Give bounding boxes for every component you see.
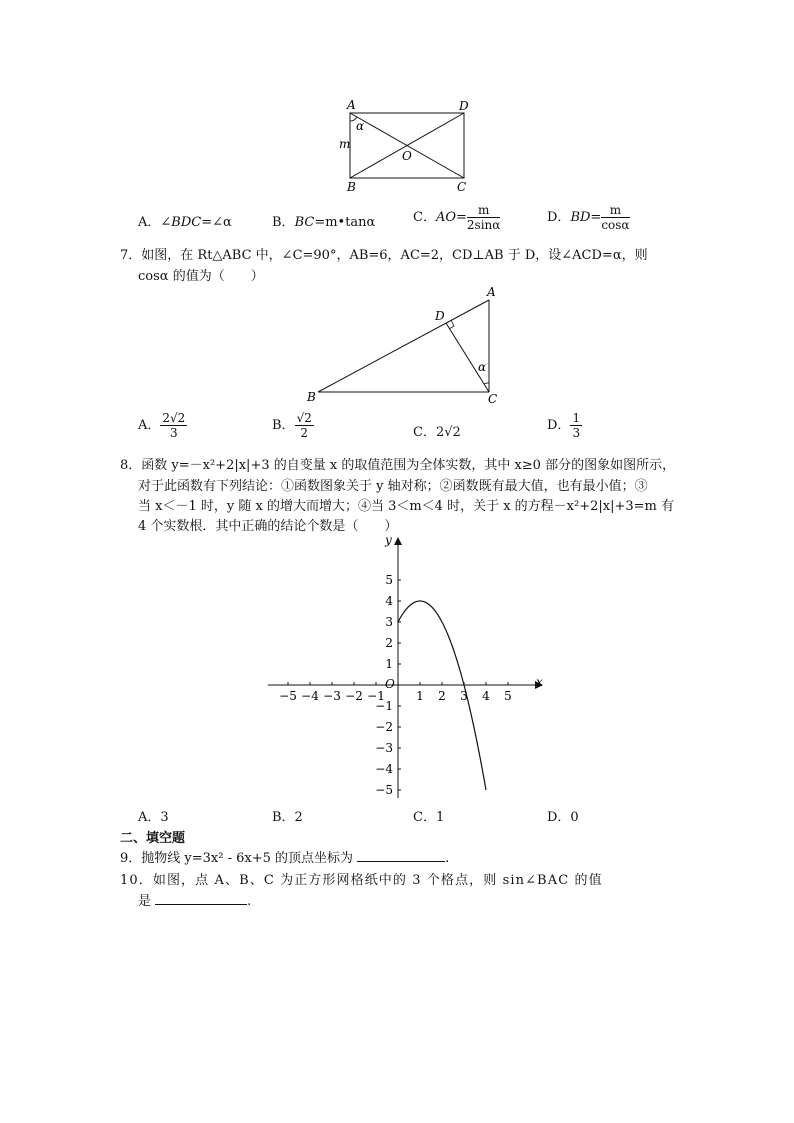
y-tick-label: 1: [385, 657, 393, 671]
y-axis-label: y: [385, 533, 392, 547]
label-B: B: [307, 390, 316, 404]
q7-d-fraction: $\frac{1}{3}$: [572, 411, 581, 440]
q8-line-3: 当 x＜－1 时，y 随 x 的增大而增大；④当 3＜m＜4 时，关于 x 的方程－x²+2|x|+3=m 有: [138, 499, 674, 514]
y-tick-label: 4: [385, 594, 393, 608]
q7-line-2: cosα 的值为（ ）: [138, 269, 264, 284]
label-O: O: [402, 149, 412, 163]
triangle-figure: [300, 283, 515, 408]
x-tick-label: −5: [279, 689, 297, 703]
label-C: C: [488, 392, 498, 406]
x-tick-label: 2: [438, 689, 446, 703]
y-tick-label: 5: [385, 573, 393, 587]
q8-line-2: 对于此函数有下列结论：①函数图象关于 y 轴对称；②函数既有最大值，也有最小值；③: [138, 479, 648, 494]
side-ab: [318, 300, 489, 392]
q6-option-c[interactable]: C．AO= $\frac{m}{2\sin\alpha}$: [413, 203, 501, 232]
q8-option-c[interactable]: C．1: [413, 810, 445, 825]
q10-line-2: 是 .: [138, 894, 252, 909]
label-A: A: [487, 285, 496, 299]
q8-option-d[interactable]: D．0: [547, 810, 579, 825]
label-D: D: [459, 99, 469, 113]
rectangle-figure: [330, 95, 480, 195]
q7-a-fraction: $\frac{2√2}{3}$: [162, 411, 186, 440]
label-A: A: [347, 98, 356, 112]
x-tick-label: −4: [301, 689, 319, 703]
y-tick-label: −5: [375, 783, 393, 797]
q6-option-d[interactable]: D．BD= $\frac{m}{\cos\alpha}$: [547, 203, 630, 232]
x-axis-label: x: [536, 675, 543, 689]
label-alpha: α: [478, 360, 487, 374]
q7-option-d[interactable]: D． $\frac{1}{3}$: [547, 411, 581, 440]
segment-cd: [446, 323, 489, 392]
y-tick-label: −3: [375, 741, 393, 755]
q8-option-b[interactable]: B．2: [272, 810, 303, 825]
label-B: B: [347, 180, 356, 194]
function-graph: [260, 530, 550, 805]
x-tick-label: 1: [416, 689, 424, 703]
q8-line-4: 4 个实数根．其中正确的结论个数是（ ）: [138, 519, 398, 534]
x-tick-label: 4: [482, 689, 490, 703]
label-m: m: [339, 137, 351, 151]
x-tick-label: 3: [460, 689, 468, 703]
label-D: D: [435, 309, 445, 323]
x-tick-label: 5: [504, 689, 512, 703]
q7-option-b[interactable]: B． $\frac{√2}{2}$: [272, 411, 312, 440]
q10-answer-blank[interactable]: [155, 904, 247, 905]
label-alpha: α: [356, 119, 365, 133]
angle-alpha-arc: [484, 383, 489, 384]
q8-option-a[interactable]: A．3: [138, 810, 169, 825]
q7-option-a[interactable]: A． $\frac{2√2}{3}$: [138, 411, 186, 440]
q7-option-c[interactable]: C．2√2: [413, 425, 461, 440]
y-tick-label: 3: [385, 615, 393, 629]
y-tick-label: 2: [385, 636, 393, 650]
label-C: C: [457, 180, 467, 194]
q7-b-fraction: $\frac{√2}{2}$: [296, 411, 312, 440]
y-tick-label: −2: [375, 720, 393, 734]
section-heading: 二、填空题: [120, 831, 186, 846]
x-tick-label: −2: [345, 689, 363, 703]
q10-line-1: 10．如图，点 A、B、C 为正方形网格纸中的 3 个格点，则 sin∠BAC 的值: [120, 873, 603, 888]
q6-d-fraction: $\frac{m}{\cos\alpha}$: [601, 203, 630, 232]
q7-line-1: 7．如图，在 Rt△ABC 中，∠C=90°，AB=6，AC=2，CD⊥AB 于 D，设∠ACD=α，则: [120, 248, 648, 263]
y-tick-label: −1: [375, 699, 393, 713]
y-tick-label: −4: [375, 762, 393, 776]
q6-c-fraction: $\frac{m}{2\sin\alpha}$: [466, 203, 501, 232]
q9: 9．抛物线 y=3x² - 6x+5 的顶点坐标为 .: [120, 851, 450, 866]
origin-label: O: [385, 677, 395, 691]
x-tick-label: −1: [367, 689, 385, 703]
q8-line-1: 8．函数 y=－x²+2|x|+3 的自变量 x 的取值范围为全体实数，其中 x≥0 部分的图象如图所示，: [120, 458, 676, 473]
q6-option-a[interactable]: A．∠BDC=∠α: [138, 215, 232, 230]
x-tick-label: −3: [323, 689, 341, 703]
q6-option-b[interactable]: B．BC=m•tanα: [272, 215, 376, 230]
q9-answer-blank[interactable]: [357, 861, 445, 862]
